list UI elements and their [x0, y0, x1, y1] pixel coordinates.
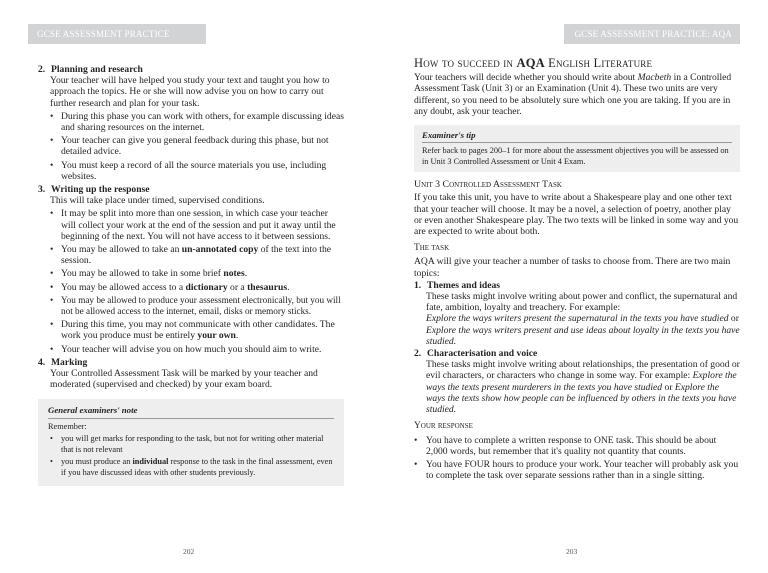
unit3-heading: Unit 3 Controlled Assessment Task — [414, 179, 562, 191]
right-header-text: GCSE ASSESSMENT PRACTICE: AQA — [574, 29, 732, 39]
section-writing — [38, 184, 344, 355]
section-title-text: Writing up the response — [51, 184, 150, 196]
response-bullet-list — [414, 435, 740, 482]
list-item: • you must produce an individual response to the task in the final assessment, even if you have discussed ideas with other students previously. — [50, 457, 334, 478]
note-bullet-list — [48, 434, 334, 478]
section-number: 3. — [38, 184, 46, 196]
section-marking-title — [38, 357, 344, 368]
list-item: • you will get marks for responding to the task, but not for writing other material that is not relevant — [50, 434, 334, 455]
list-item: • You have FOUR hours to produce your work. Your teacher will probably ask you to complete the task over separate sessions rather than in a single sitting. — [414, 459, 740, 481]
topics-list — [414, 280, 740, 415]
examiners-tip-box — [414, 125, 740, 172]
topic-title: 1. Themes and ideas — [414, 279, 501, 291]
list-item: • You may be allowed to produce your assessment electronically, but you will not be allowed access to the internet, email, disks or memory sticks. — [50, 295, 344, 317]
note-intro: Remember: — [48, 421, 87, 431]
left-page-number: 202 — [183, 547, 195, 556]
note-title: General examiners' note — [48, 405, 334, 418]
topic-title: 2. Characterisation and voice — [414, 348, 538, 360]
topic-themes — [414, 280, 740, 347]
section-number: 2. — [38, 64, 46, 75]
list-item: • You may be allowed access to a dictionary or a thesaurus. — [50, 282, 344, 293]
tip-title: Examiner's tip — [422, 130, 732, 143]
task-heading: The task — [414, 243, 450, 254]
section-marking — [38, 357, 344, 391]
task-paragraph: AQA will give your teacher a number of tasks to choose from. There are two main topics: — [414, 256, 731, 279]
list-item: • During this time, you may not communicate with other candidates. The work you produce must be entirely your own. — [50, 319, 344, 341]
list-item: • You must keep a record of all the source materials you use, including websites. — [50, 160, 344, 182]
section-number: 4. — [38, 356, 46, 368]
right-header-bar — [564, 24, 740, 44]
left-header-bar — [28, 24, 206, 44]
list-item: • Your teacher will advise you on how much you should aim to write. — [50, 344, 344, 355]
section-planning — [38, 64, 344, 182]
list-item: • During this phase you can work with others, for example discussing ideas and sharing resources on the internet. — [50, 111, 344, 133]
tip-text: Refer back to pages 200–1 for more about the assessment objectives you will be assessed on in Unit 3 Controlled Assessment or Unit 4 Exam. — [422, 146, 729, 166]
list-item: • You may be allowed to take an un-annotated copy of the text into the session. — [50, 244, 344, 266]
intro-paragraph: Your teachers will decide whether you should write about Macbeth in a Controlled Assessment Task (Unit 3) or an Examination (Unit 4). These two units are very different, so you need to be absolutely sure which one you are taking. If you are in any doubt, ask your teacher. — [414, 72, 732, 117]
right-content — [414, 52, 740, 483]
list-item: • It may be split into more than one session, in which case your teacher will collect your work at the end of the session and put it away until the beginning of the next. You will not have access to it between sessions. — [50, 208, 344, 242]
left-content — [38, 64, 344, 486]
section-planning-title — [38, 64, 344, 75]
left-header-text: GCSE ASSESSMENT PRACTICE — [37, 29, 170, 39]
list-item: • You have to complete a written response to ONE task. This should be about 2,000 words, but remember that it's quality not quantity that counts. — [414, 435, 740, 457]
section-title-text: Planning and research — [51, 64, 143, 75]
list-item: • You may be allowed to take in some brief notes. — [50, 268, 344, 279]
right-page-number: 203 — [566, 547, 578, 556]
right-page — [384, 0, 768, 573]
section-body: This will take place under timed, supervised conditions. — [50, 195, 265, 207]
unit3-paragraph: If you take this unit, you have to write about a Shakespeare play and one other text that your teacher will choose. It may be a novel, a selection of poetry, another play or even another Shakespeare play. The two texts will be linked in some way and you are expected to write about both. — [414, 192, 739, 238]
topic-body: These tasks might involve writing about relationships, the presentation of good or evil characters, or characters who change in some way. For example: Explore the ways the texts present murderers in the texts you have studied or Explore the ways the texts show how people can be influenced by others in the texts you have studied. — [426, 359, 740, 416]
section-writing-title — [38, 184, 344, 195]
section-body: Your Controlled Assessment Task will be marked by your teacher and moderated (supervised and checked) by your exam board. — [50, 368, 318, 391]
main-heading: How to succeed in AQA English Literature — [414, 56, 653, 70]
list-item: • Your teacher can give you general feedback during this phase, but not detailed advice. — [50, 135, 344, 157]
section-body: Your teacher will have helped you study your text and taught you how to approach the topics. He or she will now advise you on how to carry out further research and plan for your task. — [50, 75, 330, 109]
response-heading: Your response — [414, 421, 473, 432]
topic-characterisation — [414, 348, 740, 415]
bullet-list — [38, 111, 344, 182]
section-title-text: Marking — [51, 356, 88, 368]
examiners-note-box — [38, 399, 344, 485]
bullet-list — [38, 208, 344, 354]
topic-body: These tasks might involve writing about power and conflict, the supernatural and fate, ambition, loyalty and treachery. For example: Explore the ways writers present the supernatural in the texts you have studied or Explore the ways writers present and use ideas about loyalty in the texts you have studied. — [426, 291, 740, 347]
